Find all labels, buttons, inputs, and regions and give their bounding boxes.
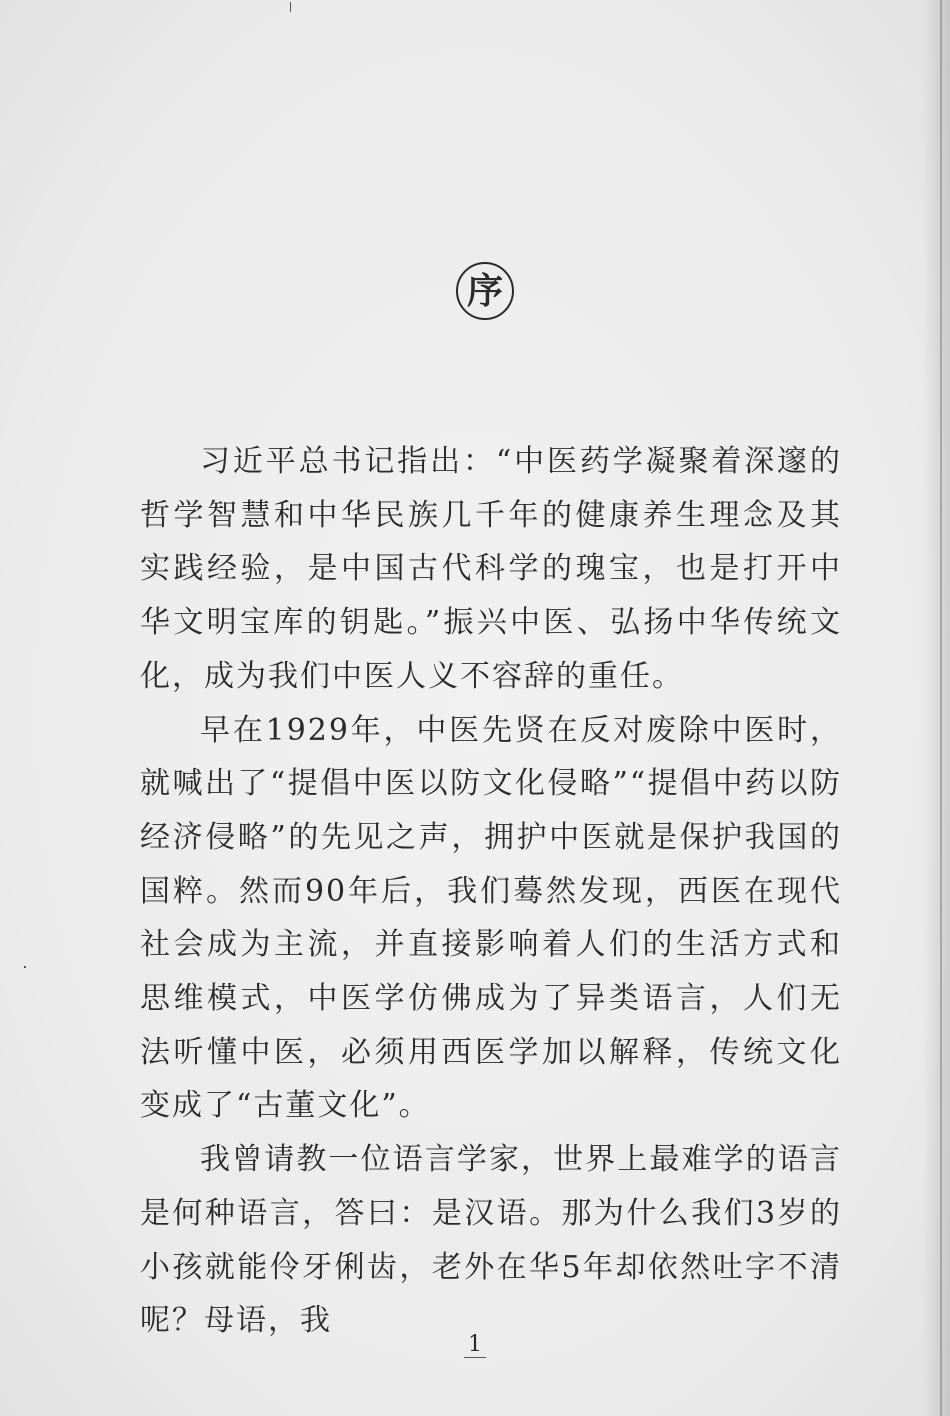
paragraph-3: 我曾请教一位语言学家，世界上最难学的语言是何种语言，答曰：是汉语。那为什么我们3岁的小孩就能伶牙俐齿，老外在华5年却依然吐字不清呢？母语，我 bbox=[140, 1142, 842, 1339]
page-edge-shadow bbox=[922, 0, 950, 1416]
scan-speck bbox=[290, 2, 291, 12]
chapter-title-badge bbox=[456, 262, 514, 320]
paragraph-1: 习近平总书记指出：“中医药学凝聚着深邃的哲学智慧和中华民族几千年的健康养生理念及其实践经验，是中国古代科学的瑰宝，也是打开中华文明宝库的钥匙。”振兴中医、弘扬中华传统文化，成为我们中医人义不容辞的重任。 bbox=[140, 444, 842, 694]
scan-speck bbox=[24, 966, 26, 968]
page-number bbox=[0, 1332, 950, 1357]
page-number-value: 1 bbox=[464, 1332, 486, 1358]
paragraph-2: 早在1929年，中医先贤在反对废除中医时，就喊出了“提倡中医以防文化侵略”“提倡中药以防经济侵略”的先见之声，拥护中医就是保护我国的国粹。然而90年后，我们蓦然发现，西医在现代社会成为主流，并直接影响着人们的生活方式和思维模式，中医学仿佛成为了异类语言，人们无法听懂中医，必须用西医学加以解释，传统文化变成了“古董文化”。 bbox=[140, 712, 842, 1124]
page-edge-line bbox=[940, 0, 942, 1416]
chapter-title: 序 bbox=[466, 270, 503, 312]
body-text bbox=[140, 435, 842, 1348]
